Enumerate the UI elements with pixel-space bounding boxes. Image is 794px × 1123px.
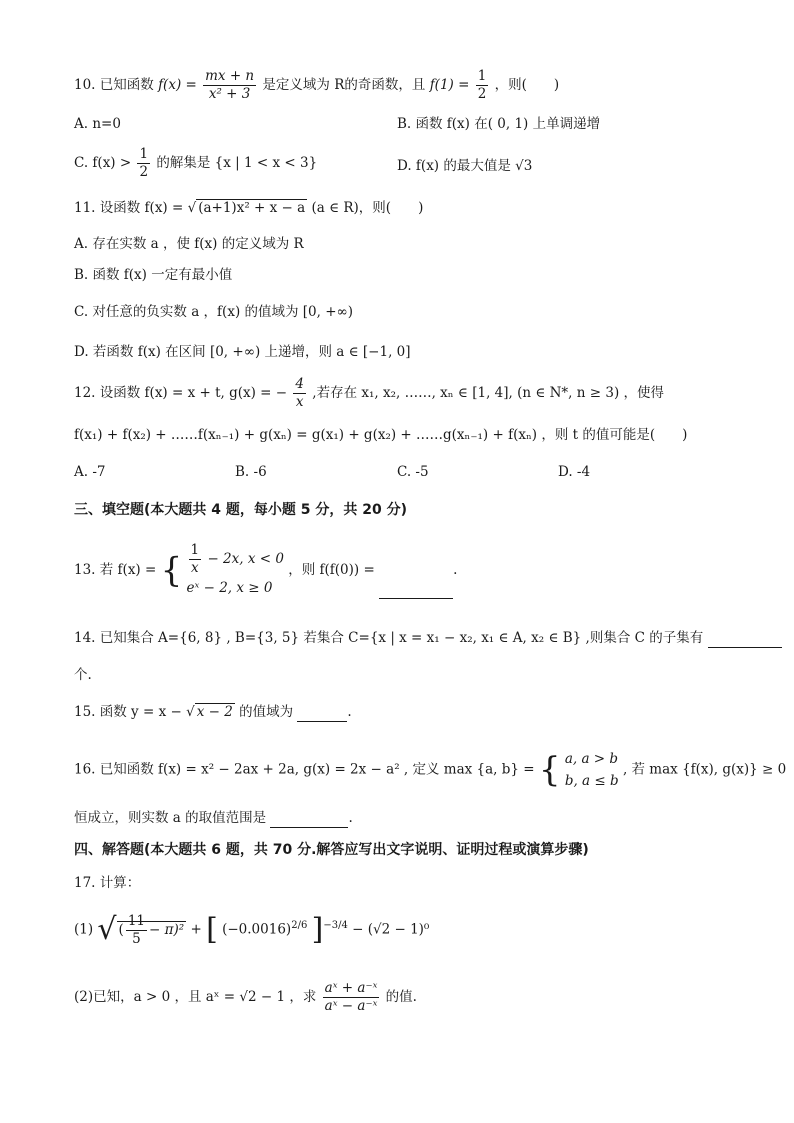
q12-option-b: B. -6 [235,464,267,480]
q17-p2-post: 的值. [385,989,417,1005]
q10-stem-mid: 是定义域为 R的奇函数，且 [262,77,426,93]
q11-option-c: C. 对任意的负实数 a ，f(x) 的值域为 [0, +∞) [74,304,354,320]
q17-p2-frac [323,980,380,1015]
q17-p1-radicand: ( $\frac{11}{5}$ − π)² [118,912,185,947]
q17-p1-plus: + [190,921,202,938]
q15-end: . [347,704,352,720]
q10-option-d: D. f(x) 的最大值是 √3 [397,158,533,174]
section-3-heading: 三、填空题(本大题共 4 题，每小题 5 分，共 20 分) [74,502,408,518]
q12-stem [74,376,664,411]
q13-post: ，则 f(f(0)) = [288,562,375,578]
q12-stem-pre: 12. 设函数 f(x) = x + t, g(x) = − [74,385,288,401]
q13-end: . [453,562,458,578]
q11-stem-post: (a ∈ R)，则( ) [311,200,424,216]
q13-cases [187,542,284,599]
q17-p1-tail: − (√2 − 1)⁰ [352,921,430,938]
q14-line1 [74,628,782,648]
q14-line1-text: 14. 已知集合 A={6, 8} , B={3, 5} 若集合 C={x | x = x₁ − x₂, x₁ ∈ A, x₂ ∈ B} ,则集合 C 的子集有 [74,630,704,646]
q17-part1 [74,910,429,948]
q17-part2 [74,980,417,1015]
q16-case1: a, a > b [564,751,619,767]
q17-p1-label: (1) [74,921,94,938]
q17-title: 17. 计算： [74,875,141,891]
q13-case1-frac [189,542,202,577]
q12-option-d: D. -4 [558,464,591,480]
q10-option-a: A. n=0 [74,116,121,132]
q17-p1-den: 5 [132,930,141,947]
q11-stem-pre: 11. 设函数 f(x) = [74,200,184,216]
q10-opt-c-frac [137,146,150,181]
section-4-heading: 四、解答题(本大题共 6 题，共 70 分.解答应写出文字说明、证明过程或演算步骤) [74,842,589,858]
q14-line2: 个. [74,667,92,683]
q12-option-a: A. -7 [74,464,106,480]
q13-case2: eˣ − 2, x ≥ 0 [186,580,273,596]
q11-option-a: A. 存在实数 a ，使 f(x) 的定义域为 R [74,236,304,252]
q15-radicand: x − 2 [196,704,233,720]
q11-sqrt-sign: √ [187,200,197,216]
q12-frac-num: 4 [295,376,304,392]
q13-stem [74,542,457,599]
q17-p1-num: 11 [127,912,146,929]
q15-post: 的值域为 [239,704,294,720]
q16-post: , 若 max {f(x), g(x)} ≥ 0 [622,761,787,778]
q17-p2-num: aˣ + a⁻ˣ [324,980,378,996]
q12-line2: f(x₁) + f(x₂) + ……f(xₙ₋₁) + g(xₙ) = g(x₁) + g(x₂) + ……g(xₙ₋₁) + f(xₙ) ，则 t 的值可能是( ) [74,427,688,443]
q13-case1-den: x [191,560,199,576]
q16-line2-text: 恒成立，则实数 a 的取值范围是 [74,810,267,826]
q17-p1-frac [126,913,147,948]
q13-pre: 13. 若 f(x) = [74,562,157,578]
q17-p1-rbracket: ] [311,912,324,947]
q16-end: . [348,810,353,826]
q10-half-den: 2 [477,86,487,102]
q12-frac-den: x [295,394,304,410]
q10-option-c [74,146,317,181]
q11-radicand: (a+1)x² + x − a [198,200,306,216]
q17-p2-pre: (2)已知，a > 0 ，且 aˣ = √2 − 1 ，求 [74,989,317,1005]
q16-brace: { [538,750,561,790]
q16-pre: 16. 已知函数 f(x) = x² − 2ax + 2a, g(x) = 2x − a² , 定义 max {a, b} = [74,761,535,778]
q13-case1-num: 1 [190,542,200,558]
q12-option-c: C. -5 [397,464,429,480]
q10-stem [74,68,559,103]
q17-p1-exp-num: 2 [291,920,298,931]
q13-answer-blank[interactable] [379,582,453,599]
q11-option-b: B. 函数 f(x) 一定有最小值 [74,267,233,283]
q14-answer-blank[interactable] [708,631,782,648]
q10-stem-post: ，则( ) [494,77,560,93]
q10-option-b: B. 函数 f(x) 在( 0, 1) 上单调递增 [397,116,601,132]
q15-answer-blank[interactable] [297,705,347,722]
q10-half [476,68,489,103]
q10-frac-num: mx + n [205,68,255,84]
q17-p1-pi: − π)² [149,921,185,938]
q13-case1-post: − 2x, x < 0 [207,551,284,567]
q16-case2: b, a ≤ b [564,773,619,789]
q17-p1-sqrt-sign: √ [97,912,117,947]
q17-p1-exp: 2/6 [291,920,308,931]
q17-p1-mid: (−0.0016) [222,921,292,938]
q11-stem [74,198,423,218]
q15-stem [74,702,352,722]
q16-stem [74,748,786,792]
q10-stem-text: 10. 已知函数 [74,77,154,93]
q13-case1 [187,542,284,577]
q10-frac-den: x² + 3 [208,86,251,102]
q17-p1-lbracket: [ [206,912,218,947]
q15-pre: 15. 函数 y = x − [74,704,187,720]
q11-option-d: D. 若函数 f(x) 在区间 [0, +∞) 上递增，则 a ∈ [−1, 0] [74,344,411,360]
q10-opt-c-pre: C. f(x) > [74,155,132,171]
q16-answer-blank[interactable] [270,811,348,828]
q10-opt-c-den: 2 [139,164,149,180]
q13-brace: { [160,550,183,591]
q16-cases [565,748,619,792]
q16-line2 [74,808,353,828]
q17-p2-den: aˣ − a⁻ˣ [324,998,378,1014]
q12-stem-post: ,若存在 x₁, x₂, ……, xₙ ∈ [1, 4], (n ∈ N*, n ≥ 3) ，使得 [312,385,665,401]
q17-p1-exp-den: 6 [300,920,308,931]
q10-half-num: 1 [477,68,487,84]
q17-p1-outer-exp: −3/4 [323,920,348,931]
q10-f1: f(1) = [429,77,470,93]
q15-sqrt-sign: √ [186,704,195,720]
q10-opt-c-num: 1 [139,146,149,162]
q12-frac [293,376,306,411]
q10-fx: f(x) = [158,77,197,93]
q10-fraction [203,68,256,103]
q10-opt-c-post: 的解集是 {x | 1 < x < 3} [156,155,318,171]
